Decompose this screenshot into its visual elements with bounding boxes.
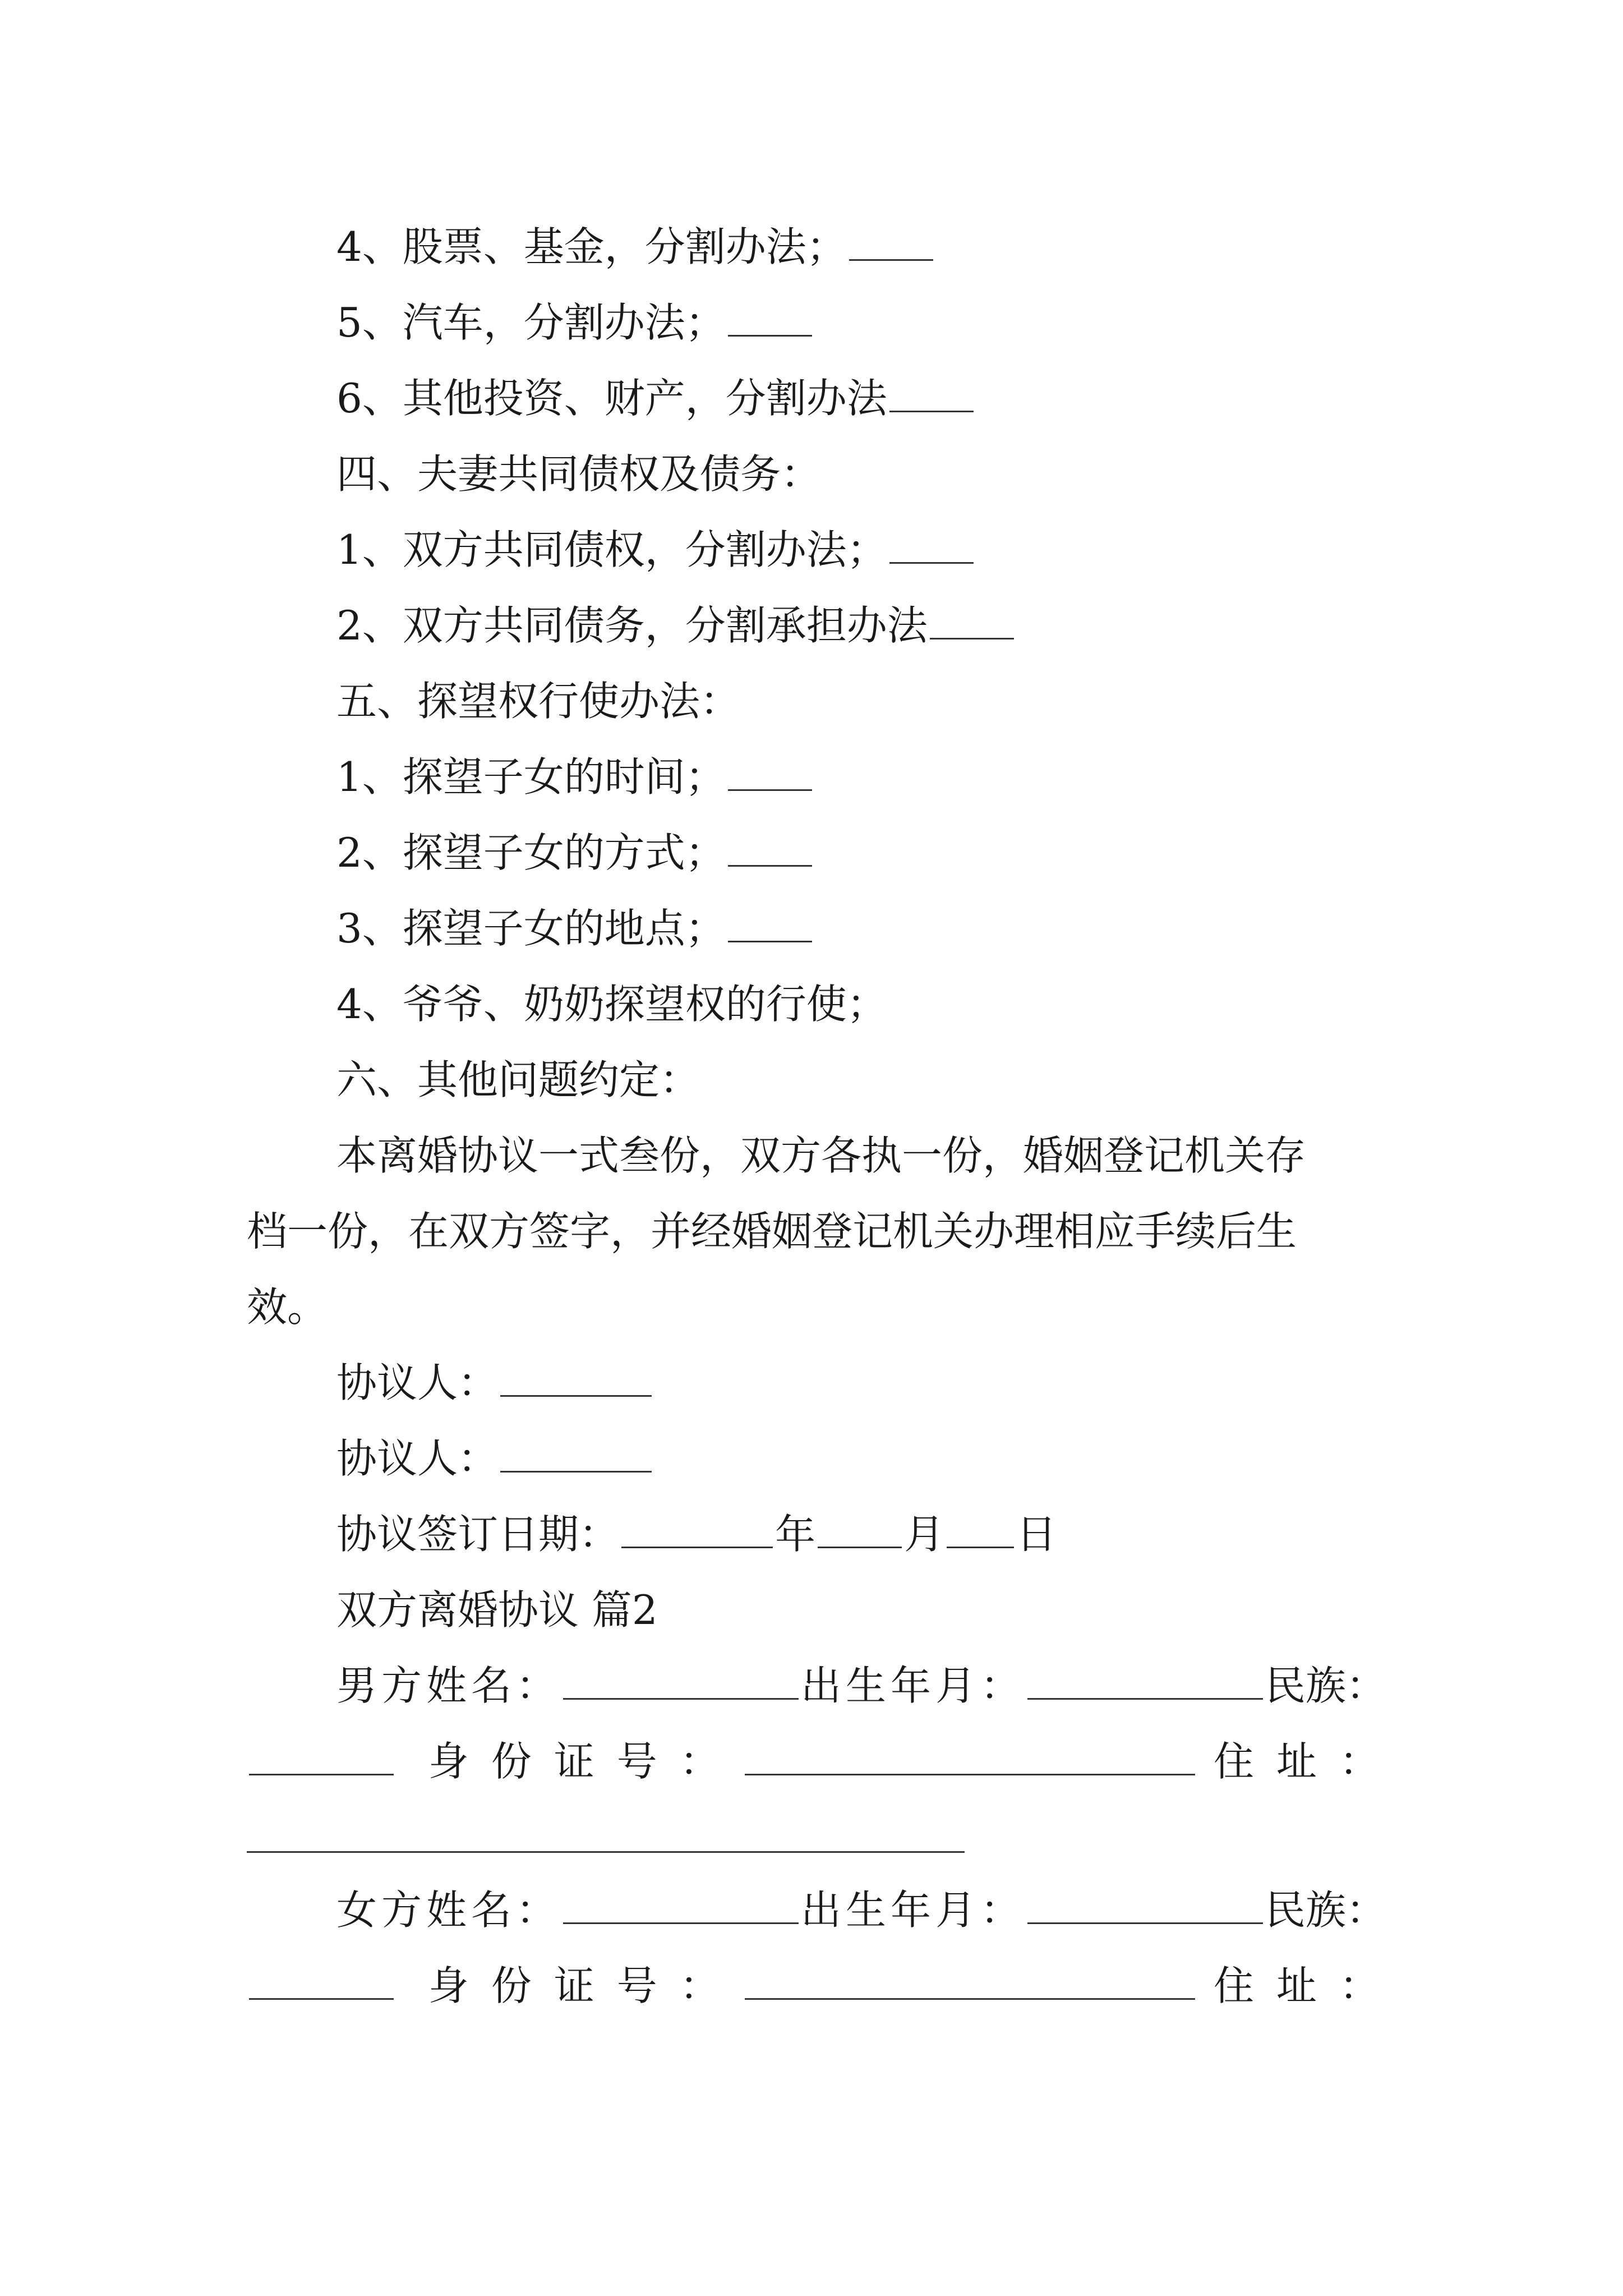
item-visit-time [336,749,814,805]
male-address-label: 住址： [1213,1738,1402,1785]
line-text: 五、探望权行使办法： [336,678,741,725]
signature-blank [500,1361,652,1397]
month-label: 月 [904,1511,945,1558]
blank-field [728,907,812,942]
year-label: 年 [775,1511,816,1558]
signature-label: 协议人： [336,1435,499,1482]
signature-blank [500,1437,652,1473]
blank-field [889,528,974,564]
item-visit-method [336,825,814,881]
blank-field [849,226,933,261]
line-text: 六、其他问题约定： [336,1056,700,1103]
female-birth-blank [1027,1889,1263,1924]
paragraph-line-2: 档一份，在双方签字，并经婚姻登记机关办理相应手续后生 [247,1208,1297,1255]
signature-party-1 [336,1355,654,1411]
blank-field [930,604,1014,639]
item-other-investment [336,370,976,426]
line-text: 1、探望子女的时间； [336,753,726,800]
female-ethnicity-label: 民族： [1265,1887,1387,1934]
male-birth-blank [1027,1664,1263,1700]
male-info-row-1 [336,1658,1402,1714]
line-text: 5、汽车，分割办法； [336,299,726,346]
male-ethnicity-blank [249,1740,394,1775]
item-stocks-funds [336,219,935,275]
line-text: 2、探望子女的方式； [336,829,726,876]
female-id-blank [745,1964,1196,2000]
day-label: 日 [1016,1511,1057,1558]
blank-field [728,301,812,337]
male-name-label: 男方姓名： [336,1662,561,1709]
blank-field [728,831,812,867]
year-blank [621,1513,773,1548]
female-id-label: 身份证号： [428,1962,743,2009]
line-text: 4、爷爷、奶奶探望权的行使； [336,981,887,1028]
item-grandparents [336,976,887,1032]
female-ethnicity-blank [249,1964,394,2000]
male-ethnicity-label: 民族： [1265,1662,1387,1709]
line-text: 1、双方共同债权，分割办法； [336,526,887,573]
female-birth-label: 出生年月： [801,1887,1026,1934]
section-title: 双方离婚协议 篇2 [336,1586,658,1634]
paragraph-line-1: 本离婚协议一式叁份，双方各执一份，婚姻登记机关存 [336,1132,1306,1179]
male-birth-label: 出生年月： [801,1662,1026,1709]
male-address-blank [247,1851,965,1853]
month-blank [818,1513,902,1548]
item-joint-debts [336,597,1016,654]
item-car [336,295,814,351]
line-text: 6、其他投资、财产，分割办法 [336,375,887,422]
female-name-label: 女方姓名： [336,1887,561,1934]
blank-field [889,377,974,412]
male-name-blank [563,1664,799,1700]
male-id-blank [745,1740,1196,1775]
female-name-blank [563,1889,799,1924]
line-text: 4、股票、基金，分割办法； [336,223,847,270]
female-info-row-2 [247,1958,1402,2014]
male-id-label: 身份证号： [428,1738,743,1785]
signing-date [336,1506,1057,1562]
heading-other [336,1052,700,1108]
date-label: 协议签订日期： [336,1511,620,1558]
line-text: 2、双方共同债务，分割承担办法 [336,602,928,649]
blank-field [728,756,812,791]
heading-visitation [336,673,740,729]
female-info-row-1 [336,1882,1402,1938]
item-visit-place [336,900,814,956]
day-blank [947,1513,1014,1548]
signature-label: 协议人： [336,1359,499,1406]
paragraph-line-3: 效。 [247,1283,328,1331]
line-text: 四、夫妻共同债权及债务： [336,450,822,498]
male-info-row-2 [247,1733,1402,1789]
item-joint-claims [336,522,976,578]
heading-debts [336,446,821,502]
signature-party-2 [336,1430,654,1487]
line-text: 3、探望子女的地点； [336,905,726,952]
female-address-label: 住址： [1213,1962,1402,2009]
